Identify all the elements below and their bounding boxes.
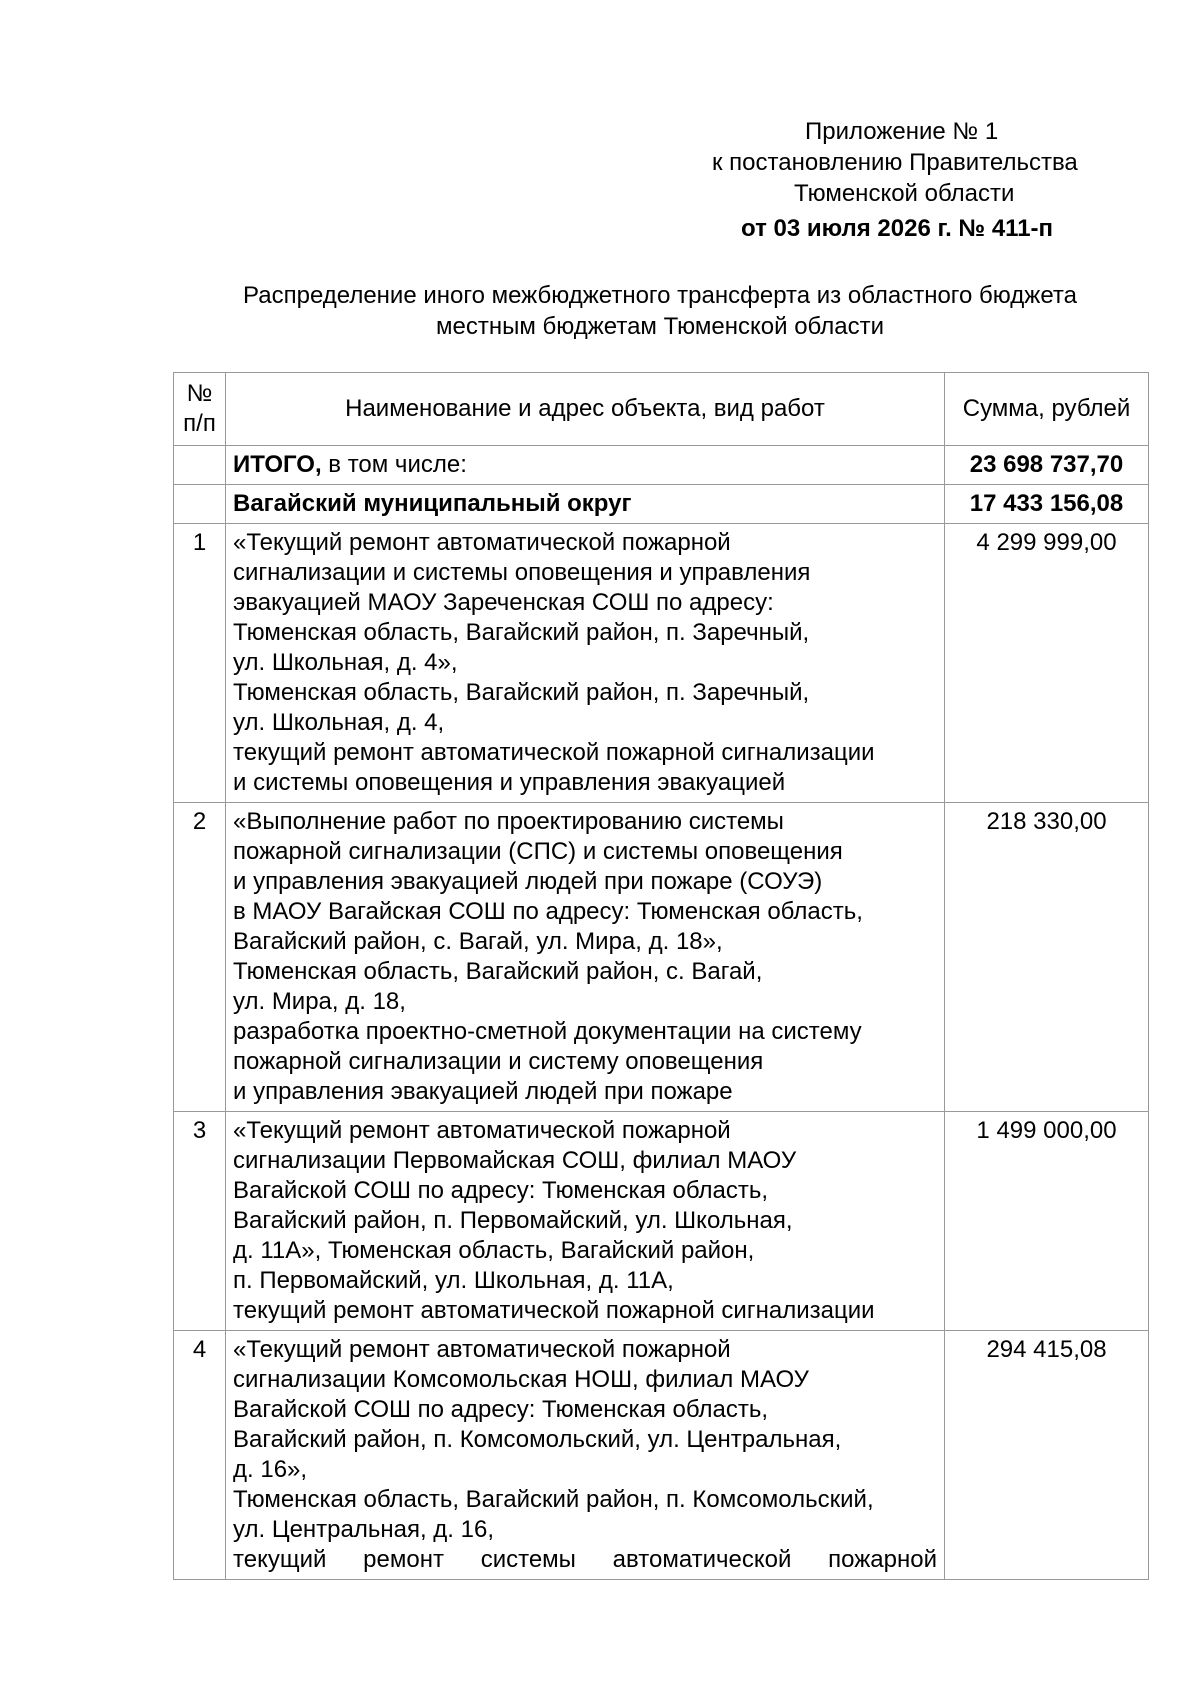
description-line: Вагайский район, п. Первомайский, ул. Школьная, — [233, 1207, 793, 1234]
description-line: «Текущий ремонт автоматической пожарной — [233, 1336, 731, 1363]
row-number: 3 — [174, 1112, 226, 1331]
row-number: 2 — [174, 803, 226, 1112]
row-number: 1 — [174, 524, 226, 803]
row-sum: 1 499 000,00 — [945, 1112, 1149, 1331]
description-line: в МАОУ Вагайская СОШ по адресу: Тюменская область, — [233, 898, 863, 925]
header-num — [174, 373, 226, 446]
description-line: Тюменская область, Вагайский район, с. Вагай, — [233, 958, 763, 985]
title-line-2: местным бюджетам Тюменской области — [436, 313, 884, 340]
description-line: и управления эвакуацией людей при пожаре (СОУЭ) — [233, 868, 823, 895]
description-line: Вагайской СОШ по адресу: Тюменская область, — [233, 1177, 769, 1204]
header-num-symbol: № — [186, 380, 213, 407]
table-row — [174, 524, 1149, 803]
table-row — [174, 1331, 1149, 1580]
row-sum: 4 299 999,00 — [945, 524, 1149, 803]
distribution-table — [173, 372, 1149, 1580]
row-number: 4 — [174, 1331, 226, 1580]
description-line: текущий ремонт автоматической пожарной сигнализации — [233, 739, 875, 766]
description-line: ул. Мира, д. 18, — [233, 988, 406, 1015]
row-description — [226, 1112, 945, 1331]
description-line: п. Первомайский, ул. Школьная, д. 11А, — [233, 1267, 674, 1294]
description-line: д. 16», — [233, 1456, 308, 1483]
description-line: пожарной сигнализации (СПС) и системы оповещения — [233, 838, 843, 865]
total-sum: 23 698 737,70 — [945, 446, 1149, 485]
table-row — [174, 803, 1149, 1112]
appendix-date-number: от 03 июля 2026 г. № 411-п — [741, 215, 1054, 242]
total-row — [174, 446, 1149, 485]
description-line: эвакуацией МАОУ Зареченская СОШ по адресу: — [233, 589, 774, 616]
appendix-header — [600, 116, 1100, 244]
table-row — [174, 1112, 1149, 1331]
description-line: д. 11А», Тюменская область, Вагайский район, — [233, 1237, 755, 1264]
description-line: ул. Школьная, д. 4, — [233, 709, 445, 736]
description-line: Вагайский район, с. Вагай, ул. Мира, д. 18», — [233, 928, 723, 955]
description-line: сигнализации Первомайская СОШ, филиал МАОУ — [233, 1147, 797, 1174]
description-line: «Текущий ремонт автоматической пожарной — [233, 529, 731, 556]
description-line: текущий ремонт автоматической пожарной сигнализации — [233, 1297, 875, 1324]
description-line: и системы оповещения и управления эвакуацией — [233, 769, 786, 796]
row-sum: 218 330,00 — [945, 803, 1149, 1112]
total-label-rest: в том числе: — [321, 451, 467, 478]
description-line: Тюменская область, Вагайский район, п. Заречный, — [233, 619, 810, 646]
description-line: Вагайский район, п. Комсомольский, ул. Центральная, — [233, 1426, 842, 1453]
table-header-row — [174, 373, 1149, 446]
total-label-bold: ИТОГО, — [233, 451, 322, 478]
table-body — [174, 524, 1149, 1580]
description-line: сигнализации Комсомольская НОШ, филиал МАОУ — [233, 1366, 809, 1393]
header-num-pp: п/п — [183, 410, 216, 437]
description-line: разработка проектно-сметной документации на систему — [233, 1018, 862, 1045]
description-line: Тюменская область, Вагайский район, п. Заречный, — [233, 679, 810, 706]
appendix-resolution: к постановлению Правительства — [712, 149, 1078, 176]
document-title — [170, 280, 1150, 342]
header-name: Наименование и адрес объекта, вид работ — [226, 373, 945, 446]
total-label — [226, 446, 945, 485]
district-row — [174, 485, 1149, 524]
description-line: пожарной сигнализации и систему оповещения — [233, 1048, 764, 1075]
description-line: «Текущий ремонт автоматической пожарной — [233, 1117, 731, 1144]
appendix-region: Тюменской области — [794, 180, 1015, 207]
appendix-number: Приложение № 1 — [805, 118, 999, 145]
district-sum: 17 433 156,08 — [945, 485, 1149, 524]
district-num — [174, 485, 226, 524]
header-sum: Сумма, рублей — [945, 373, 1149, 446]
description-line: текущий ремонт системы автоматической пожарной — [233, 1546, 937, 1573]
description-line: «Выполнение работ по проектированию системы — [233, 808, 784, 835]
total-num — [174, 446, 226, 485]
description-line: сигнализации и системы оповещения и управления — [233, 559, 811, 586]
row-description — [226, 524, 945, 803]
district-name: Вагайский муниципальный округ — [226, 485, 945, 524]
description-line: ул. Школьная, д. 4», — [233, 649, 458, 676]
description-line: ул. Центральная, д. 16, — [233, 1516, 494, 1543]
row-sum: 294 415,08 — [945, 1331, 1149, 1580]
row-description — [226, 803, 945, 1112]
description-line: Тюменская область, Вагайский район, п. Комсомольский, — [233, 1486, 874, 1513]
description-line: и управления эвакуацией людей при пожаре — [233, 1078, 733, 1105]
description-line: Вагайской СОШ по адресу: Тюменская область, — [233, 1396, 769, 1423]
title-line-1: Распределение иного межбюджетного трансферта из областного бюджета — [243, 282, 1077, 309]
row-description — [226, 1331, 945, 1580]
